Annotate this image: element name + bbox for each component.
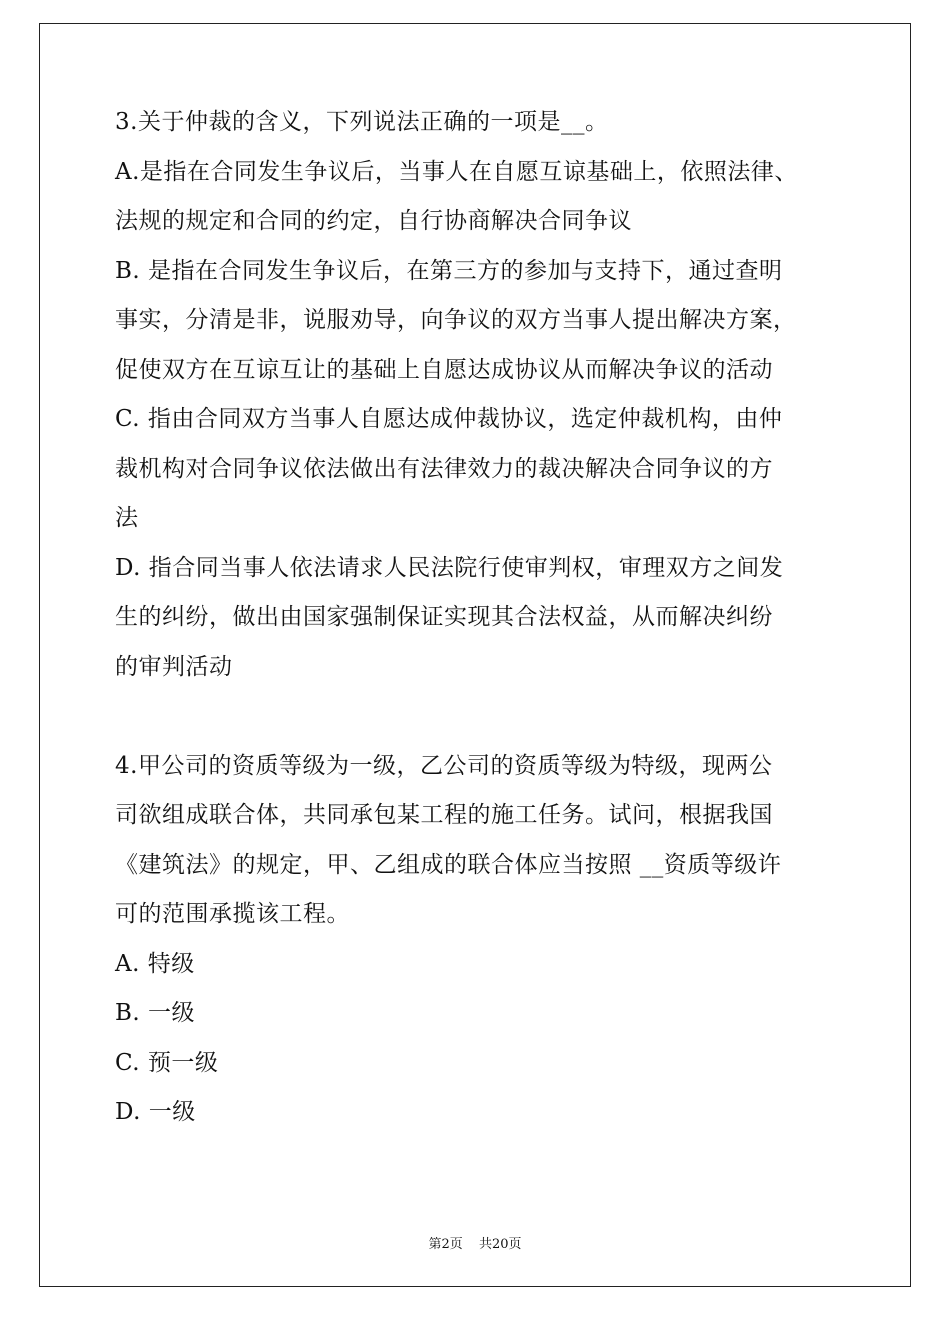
stem-text-line: 4.甲公司的资质等级为一级，乙公司的资质等级为特级，现两公 (115, 752, 773, 779)
question-4-stem (115, 742, 840, 940)
option-text-line: 的审判活动 (115, 653, 233, 680)
option-text-line: 裁机构对合同争议依法做出有法律效力的裁决解决合同争议的方 (115, 455, 773, 482)
stem-text-line: 司欲组成联合体，共同承包某工程的施工任务。试问，根据我国 (115, 802, 773, 828)
option-text-line: 促使双方在互谅互让的基础上自愿达成协议从而解决争议的活动 (115, 356, 773, 383)
question-4-option-c: C. 预一级 (115, 1049, 219, 1076)
stem-text-line: 《建筑法》的规定，甲、乙组成的联合体应当按照 __资质等级许 (115, 851, 782, 878)
option-text-line: B. 是指在合同发生争议后，在第三方的参加与支持下，通过查明 (115, 257, 783, 284)
option-text-line: 生的纠纷，做出由国家强制保证实现其合法权益，从而解决纠纷 (115, 604, 773, 630)
question-3-stem: 3.关于仲裁的含义，下列说法正确的一项是__。 (115, 109, 609, 135)
document-body (115, 98, 840, 1138)
question-4-option-d: D. 一级 (115, 1099, 196, 1125)
option-text-line: 事实，分清是非，说服劝导，向争议的双方当事人提出解决方案， (115, 307, 797, 333)
question-3-option-c (115, 395, 840, 544)
page-number: 第2页 (428, 1237, 463, 1252)
option-text-line: C. 指由合同双方当事人自愿达成仲裁协议，选定仲裁机构，由仲 (115, 406, 783, 432)
option-text-line: 法 (115, 505, 139, 531)
page-footer (0, 1233, 950, 1252)
question-3-option-d (115, 544, 840, 693)
page-total: 共20页 (478, 1237, 522, 1252)
question-4-option-a: A. 特级 (115, 950, 195, 977)
question-spacer (115, 692, 840, 742)
question-3-option-b (115, 247, 840, 396)
question-3-option-a (115, 148, 840, 247)
option-text-line: 法规的规定和合同的约定，自行协商解决合同争议 (115, 208, 632, 234)
option-text-line: A.是指在合同发生争议后，当事人在自愿互谅基础上，依照法律、 (115, 158, 798, 185)
question-4-option-b: B. 一级 (115, 1000, 196, 1026)
option-text-line: D. 指合同当事人依法请求人民法院行使审判权，审理双方之间发 (115, 554, 784, 581)
stem-text-line: 可的范围承揽该工程。 (115, 901, 350, 927)
